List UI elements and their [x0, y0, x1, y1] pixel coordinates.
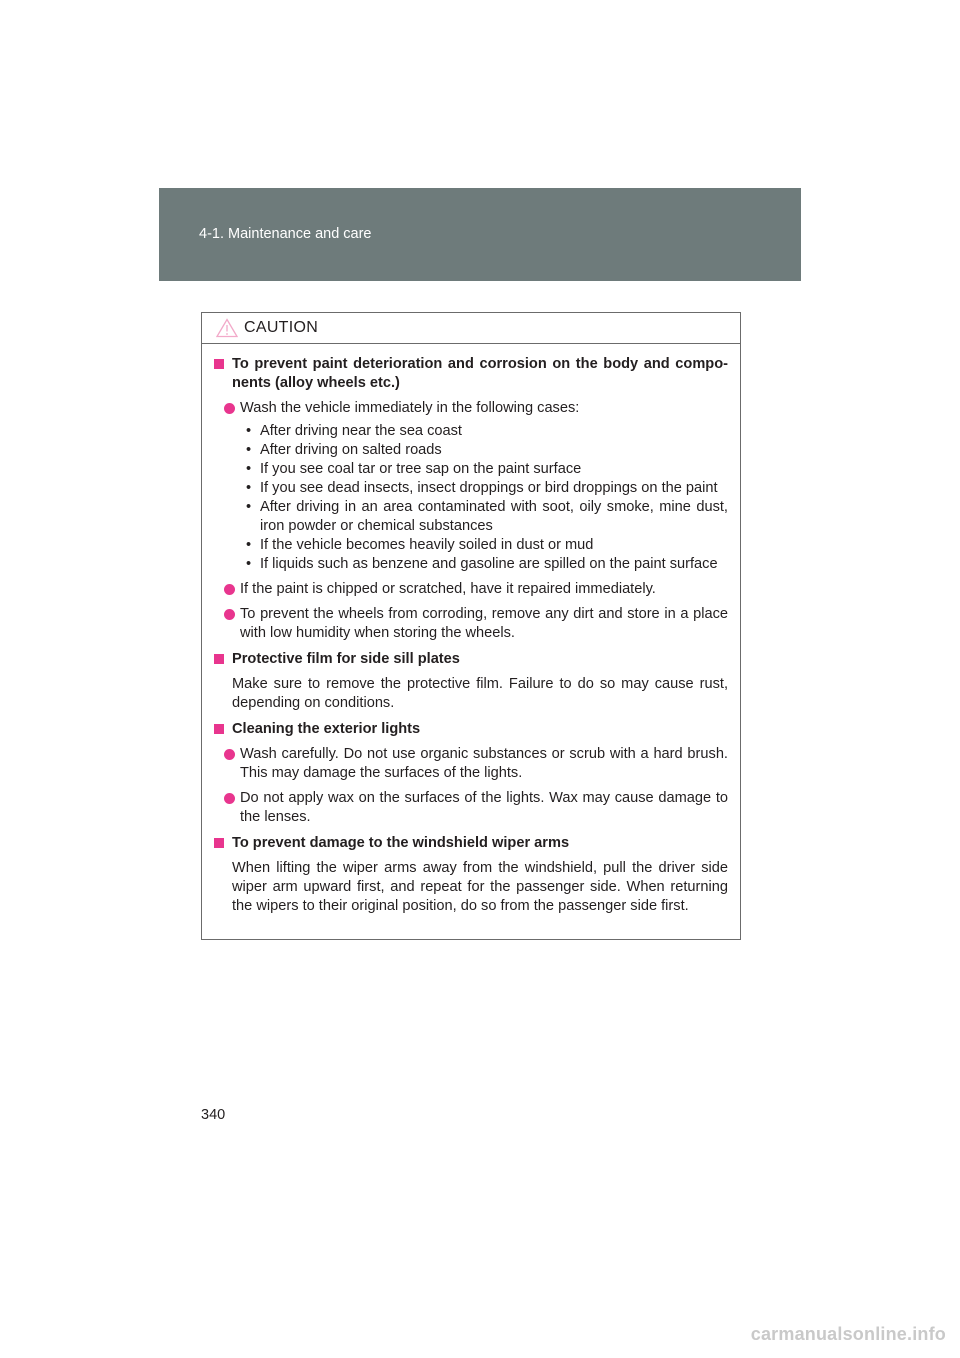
- list-item: If the paint is chipped or scratched, have it repaired immediately.: [214, 580, 728, 599]
- page-number: 340: [201, 1107, 226, 1123]
- pink-dot-icon: [224, 793, 235, 804]
- chapter-section-title: 4-1. Maintenance and care: [199, 226, 372, 242]
- section-heading-paint: To prevent paint deterioration and corrosion on the body and compo-nents (alloy wheels etc.): [214, 355, 728, 393]
- warning-triangle-icon: [216, 318, 238, 338]
- list-item: • After driving near the sea coast: [246, 423, 462, 439]
- list-item: Do not apply wax on the surfaces of the lights. Wax may cause damage to the lenses.: [214, 789, 728, 827]
- caution-content: [214, 355, 728, 916]
- pink-dot-icon: [224, 403, 235, 414]
- list-item: Wash the vehicle immediately in the following cases:: [214, 399, 728, 418]
- watermark: carmanualsonline.info: [750, 1324, 946, 1344]
- wash-cases-list: [214, 422, 728, 574]
- list-item: • If the vehicle becomes heavily soiled in dust or mud: [246, 537, 594, 553]
- pink-square-icon: [214, 838, 224, 848]
- list-item: • If you see coal tar or tree sap on the paint surface: [246, 461, 582, 477]
- pink-dot-icon: [224, 609, 235, 620]
- section-paragraph: When lifting the wiper arms away from the windshield, pull the driver side wiper arm upward first, and repeat for the passenger side. When returning the wipers to their original position, do so from the passenger side first.: [232, 860, 728, 914]
- section-heading-wiper-arms: To prevent damage to the windshield wiper arms: [214, 834, 728, 853]
- pink-square-icon: [214, 724, 224, 734]
- list-item: To prevent the wheels from corroding, remove any dirt and store in a place with low humidity when storing the wheels.: [214, 605, 728, 643]
- section-heading-protective-film: Protective film for side sill plates: [214, 650, 728, 669]
- list-item: • If you see dead insects, insect droppings or bird droppings on the paint: [246, 480, 718, 496]
- pink-dot-icon: [224, 584, 235, 595]
- caution-divider: [202, 343, 740, 344]
- caution-header: [216, 315, 318, 341]
- list-item: • If liquids such as benzene and gasoline are spilled on the paint surface: [246, 556, 718, 572]
- caution-box: [201, 312, 741, 940]
- list-item: • After driving in an area contaminated with soot, oily smoke, mine dust, iron powder or chemical substances: [246, 499, 728, 534]
- list-item: Wash carefully. Do not use organic substances or scrub with a hard brush. This may damage the surfaces of the lights.: [214, 745, 728, 783]
- pink-square-icon: [214, 654, 224, 664]
- pink-dot-icon: [224, 749, 235, 760]
- chapter-header-band: [159, 188, 801, 281]
- section-paragraph: Make sure to remove the protective film. Failure to do so may cause rust, depending on conditions.: [232, 676, 728, 711]
- section-heading-exterior-lights: Cleaning the exterior lights: [214, 720, 728, 739]
- list-item: • After driving on salted roads: [246, 442, 442, 458]
- pink-square-icon: [214, 359, 224, 369]
- caution-label: CAUTION: [244, 319, 319, 336]
